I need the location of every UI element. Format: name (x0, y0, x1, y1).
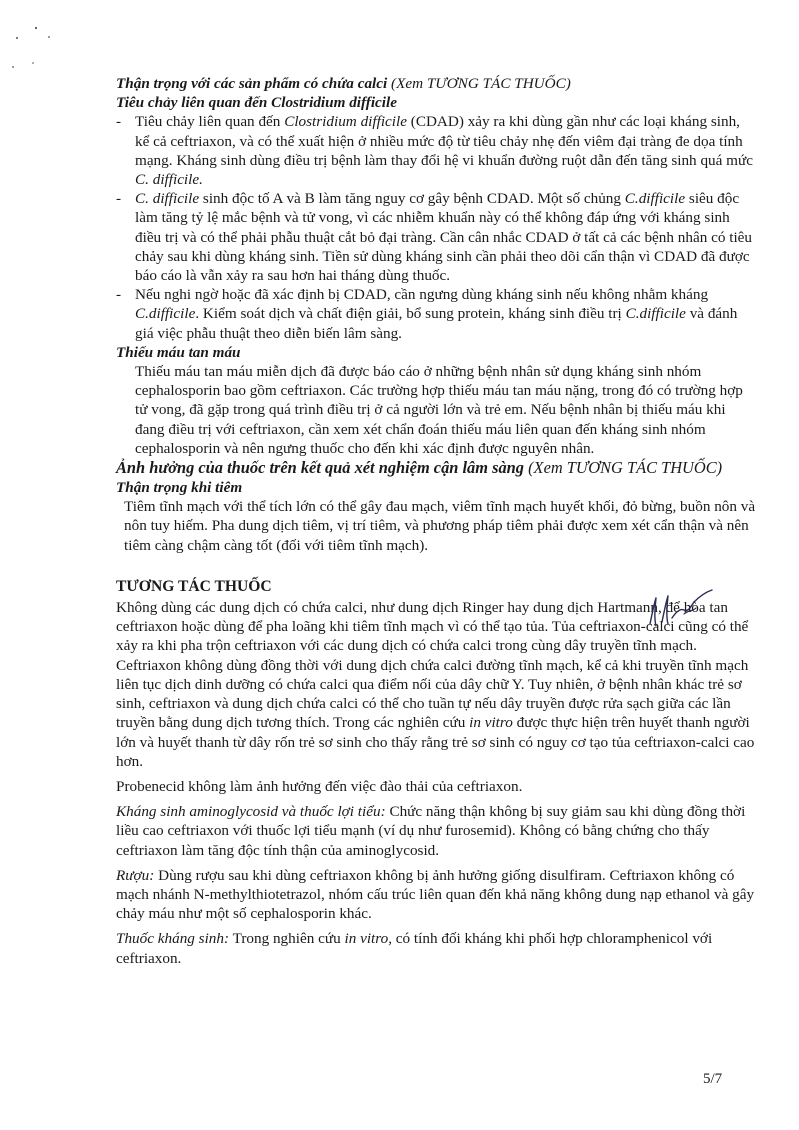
heading-hemolytic-anemia: Thiếu máu tan máu (116, 343, 241, 361)
bullet-dash: - (116, 286, 122, 304)
heading-injection-caution: Thận trọng khi tiêm (116, 479, 243, 497)
scan-specks (0, 0, 60, 80)
paragraph-injection-caution: Tiêm tĩnh mạch với thể tích lớn có thể gây đau mạch, viêm tĩnh mạch huyết khối, đỏ bừng, buồn nôn và nôn tuy hiếm. Pha dung dịch tiêm, vị trí tiêm, và phương pháp tiêm phải được xem xét cẩn thận và nên tiêm càng chậm càng tốt (đối với tiêm tĩnh mạch). (124, 498, 756, 554)
handwritten-signature (644, 588, 716, 634)
paragraph-alcohol: Rượu: Dùng rượu sau khi dùng ceftriaxon không bị ảnh hưởng giống disulfiram. Ceftriaxon không có mạch nhánh N-methylthiotetrazol, nhóm cấu trúc liên quan đến khả năng không dung nạp ethanol và gây chảy máu như một số cephalosporin khác. (116, 866, 755, 923)
bullet-item: - Nếu nghi ngờ hoặc đã xác định bị CDAD, cần ngưng dùng kháng sinh nếu không nhằm kháng C.difficile. Kiểm soát dịch và chất điện giải, bổ sung protein, kháng sinh điều trị C.difficile và đánh giá việc phẫu thuật theo diễn biến lâm sàng. (116, 286, 738, 342)
section-title-interactions: TƯƠNG TÁC THUỐC (116, 577, 272, 595)
cross-reference: (Xem TƯƠNG TÁC THUỐC) (528, 458, 723, 478)
paragraph-label: Kháng sinh aminoglycosid và thuốc lợi tiểu: (116, 803, 386, 821)
heading-lab-effects: Ảnh hưởng của thuốc trên kết quả xét nghiệm cận lâm sàng (Xem TƯƠNG TÁC THUỐC) (116, 458, 723, 478)
heading-cdad: Tiêu chảy liên quan đến Clostridium difficile (116, 94, 397, 112)
page-content (116, 74, 756, 968)
bullet-dash: - (116, 113, 122, 131)
bullet-item: - C. difficile sinh độc tố A và B làm tăng nguy cơ gây bệnh CDAD. Một số chủng C.difficile siêu độc làm tăng tỷ lệ mắc bệnh và tử vong, vì các nhiễm khuẩn này có thể không đáp ứng với kháng sinh điều trị và có thể phải phẫu thuật cắt bỏ đại tràng. Cần cân nhắc CDAD ở tất cả các bệnh nhân có tiêu chảy sau khi dùng kháng sinh. Tiền sử dùng kháng sinh cần phải theo dõi cẩn thận vì CDAD đã được báo cáo là vẫn xảy ra sau hơn hai tháng dùng thuốc. (116, 190, 752, 285)
paragraph-calci-interaction: Không dùng các dung dịch có chứa calci, như dung dịch Ringer hay dung dịch Hartmann, để hòa tan ceftriaxon hoặc dùng để pha loãng khi tiêm tĩnh mạch vì có thể tạo tủa. Tủa ceftriaxon-calci cũng có thể xảy ra khi pha trộn ceftriaxon với các dung dịch có chứa calci trong cùng dây truyền tĩnh mạch. Ceftriaxon không dùng đồng thời với dung dịch chứa calci đường tĩnh mạch, kể cả khi truyền tĩnh mạch liên tục dịch dinh dưỡng có chứa calci qua điểm nối của dây chữ Y. Tuy nhiên, ở bệnh nhân khác trẻ sơ sinh, ceftriaxon và dung dịch chứa calci có thể cho tuần tự nếu dây truyền được rửa sạch giữa các lần truyền bằng dung dịch tương thích. Trong các nghiên cứu in vitro được thực hiện trên huyết thanh người lớn và huyết thanh từ dây rốn trẻ sơ sinh cho thấy rằng trẻ sơ sinh có nguy cơ tạo tủa ceftriaxon-calci cao hơn. (116, 599, 755, 770)
paragraph-label: Thuốc kháng sinh: (116, 930, 230, 948)
paragraph-label: Rượu: (116, 866, 155, 884)
heading-calci-caution: Thận trọng với các sản phẩm có chứa calci (Xem TƯƠNG TÁC THUỐC) (116, 75, 571, 92)
paragraph-aminoglycosid: Kháng sinh aminoglycosid và thuốc lợi tiểu: Chức năng thận không bị suy giảm sau khi dùng đồng thời liều cao ceftriaxon với thuốc lợi tiểu mạnh (ví dụ như furosemid). Không có bằng chứng cho thấy ceftriaxon làm tăng độc tính thận của aminoglycosid. (116, 803, 746, 859)
cross-reference: (Xem TƯƠNG TÁC THUỐC) (391, 75, 571, 92)
bullet-item: - Tiêu chảy liên quan đến Clostridium difficile (CDAD) xảy ra khi dùng gần như các loại kháng sinh, kể cả ceftriaxon, và có thể xuất hiện ở nhiều mức độ từ tiêu chảy nhẹ đến viêm đại tràng đe dọa tính mạng. Kháng sinh dùng điều trị bệnh làm thay đổi hệ vi khuẩn đường ruột dẫn đến tăng sinh quá mức C. difficile. (116, 113, 753, 189)
bullet-dash: - (116, 190, 122, 208)
paragraph-probenecid: Probenecid không làm ảnh hưởng đến việc đào thải của ceftriaxon. (116, 777, 523, 795)
page-number: 5/7 (703, 1071, 723, 1087)
paragraph-hemolytic-anemia: Thiếu máu tan máu miễn dịch đã được báo cáo ở những bệnh nhân sử dụng kháng sinh nhóm cephalosporin bao gồm ceftriaxon. Các trường hợp thiếu máu tan máu nặng, trong đó có trường hợp tử vong, đã gặp trong quá trình điều trị ở cả người lớn và trẻ em. Nếu bệnh nhân bị thiếu máu khi đang điều trị với ceftriaxon, cần xem xét chẩn đoán thiếu máu liên quan đến kháng sinh nhóm cephalosporin và nên ngưng thuốc cho đến khi xác định được nguyên nhân. (135, 363, 743, 457)
paragraph-antibiotics: Thuốc kháng sinh: Trong nghiên cứu in vitro, có tính đối kháng khi phối hợp chloramphenicol với ceftriaxon. (116, 930, 713, 967)
